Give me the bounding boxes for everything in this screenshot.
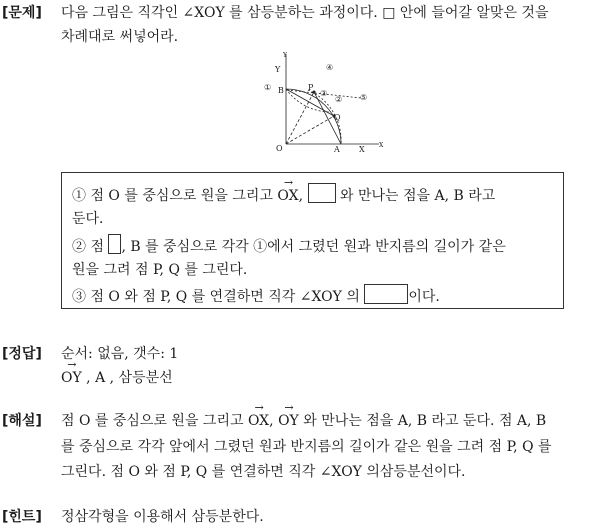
marker-2: ② — [335, 95, 343, 104]
hint-text: 정삼각형을 이용해서 삼등분한다. — [61, 509, 264, 525]
explanation-text-b: 와 만나는 점을 A, B 라고 둔다. 점 A, B — [303, 413, 547, 429]
answer-label: [정답] — [2, 346, 42, 362]
step-1-text-b: 와 만나는 점을 A, B 라고 — [339, 188, 496, 204]
label-y-tip: Y — [283, 52, 287, 59]
marker-1: ① — [264, 83, 272, 92]
vector-oy: → OY — [61, 370, 82, 386]
answer-rest: , A , 삼등분선 — [81, 370, 173, 386]
label-a: A — [334, 145, 340, 154]
answer-blank-2[interactable] — [108, 234, 121, 254]
vector-oy-2: → OY — [278, 413, 299, 429]
vector-ox: → OX — [277, 188, 298, 204]
explanation-text-a: 점 O 를 중심으로 원을 그리고 — [61, 413, 244, 429]
step-3-text-a: ③ 점 O 와 점 P, Q 를 연결하면 직각 ∠XOY 의 — [72, 289, 360, 305]
step-1-comma: , — [298, 188, 304, 204]
step-2-cont: 원을 그려 점 P, Q 를 그린다. — [72, 262, 248, 278]
step-3-line — [72, 284, 440, 306]
marker-5: ⑤ — [360, 93, 368, 102]
explanation-line-3: 그린다. 점 O 와 점 P, Q 를 연결하면 직각 ∠XOY 의삼등분선이다. — [61, 464, 466, 480]
problem-line-1: 다음 그림은 직각인 ∠XOY 를 삼등분하는 과정이다. □ 안에 들어갈 알맞은 것을 — [61, 5, 549, 21]
marker-4: ④ — [326, 63, 334, 72]
trisection-figure — [258, 52, 388, 156]
explanation-label: [해설] — [2, 413, 42, 429]
hint-label: [힌트] — [2, 509, 42, 525]
explanation-comma: , — [269, 413, 274, 429]
label-y: Y — [275, 65, 281, 74]
label-b: B — [278, 86, 284, 95]
step-2-text-b: , B 를 중심으로 각각 ①에서 그렸던 원과 반지름의 길이가 같은 — [121, 239, 506, 255]
answer-line-2 — [61, 367, 173, 387]
step-1-text-a: ① 점 O 를 중심으로 원을 그리고 — [72, 188, 273, 204]
label-x: X — [359, 145, 365, 154]
step-2-text-a: ② 점 — [72, 239, 104, 255]
step-2-line — [72, 234, 506, 256]
explanation-line-1 — [61, 410, 546, 430]
answer-blank-1[interactable] — [308, 183, 336, 203]
explanation-line-2: 를 중심으로 각각 앞에서 그렸던 원과 반지름의 길이가 같은 원을 그려 점 P, Q 를 — [61, 439, 552, 455]
marker-3: ③ — [320, 89, 328, 98]
problem-label: [문제] — [2, 5, 42, 21]
label-x-tip: X — [379, 142, 384, 149]
answer-line-1: 순서: 없음, 갯수: 1 — [61, 346, 179, 362]
label-p: P — [308, 83, 314, 92]
step-1-line — [72, 183, 495, 205]
label-o: O — [276, 144, 283, 153]
problem-line-2: 차례대로 써넣어라. — [61, 29, 179, 45]
vector-ox-2: → OX — [248, 413, 269, 429]
step-3-text-b: 이다. — [408, 289, 440, 305]
label-q: Q — [334, 113, 341, 122]
step-1-cont: 둔다. — [72, 211, 104, 227]
answer-blank-3[interactable] — [364, 284, 408, 304]
